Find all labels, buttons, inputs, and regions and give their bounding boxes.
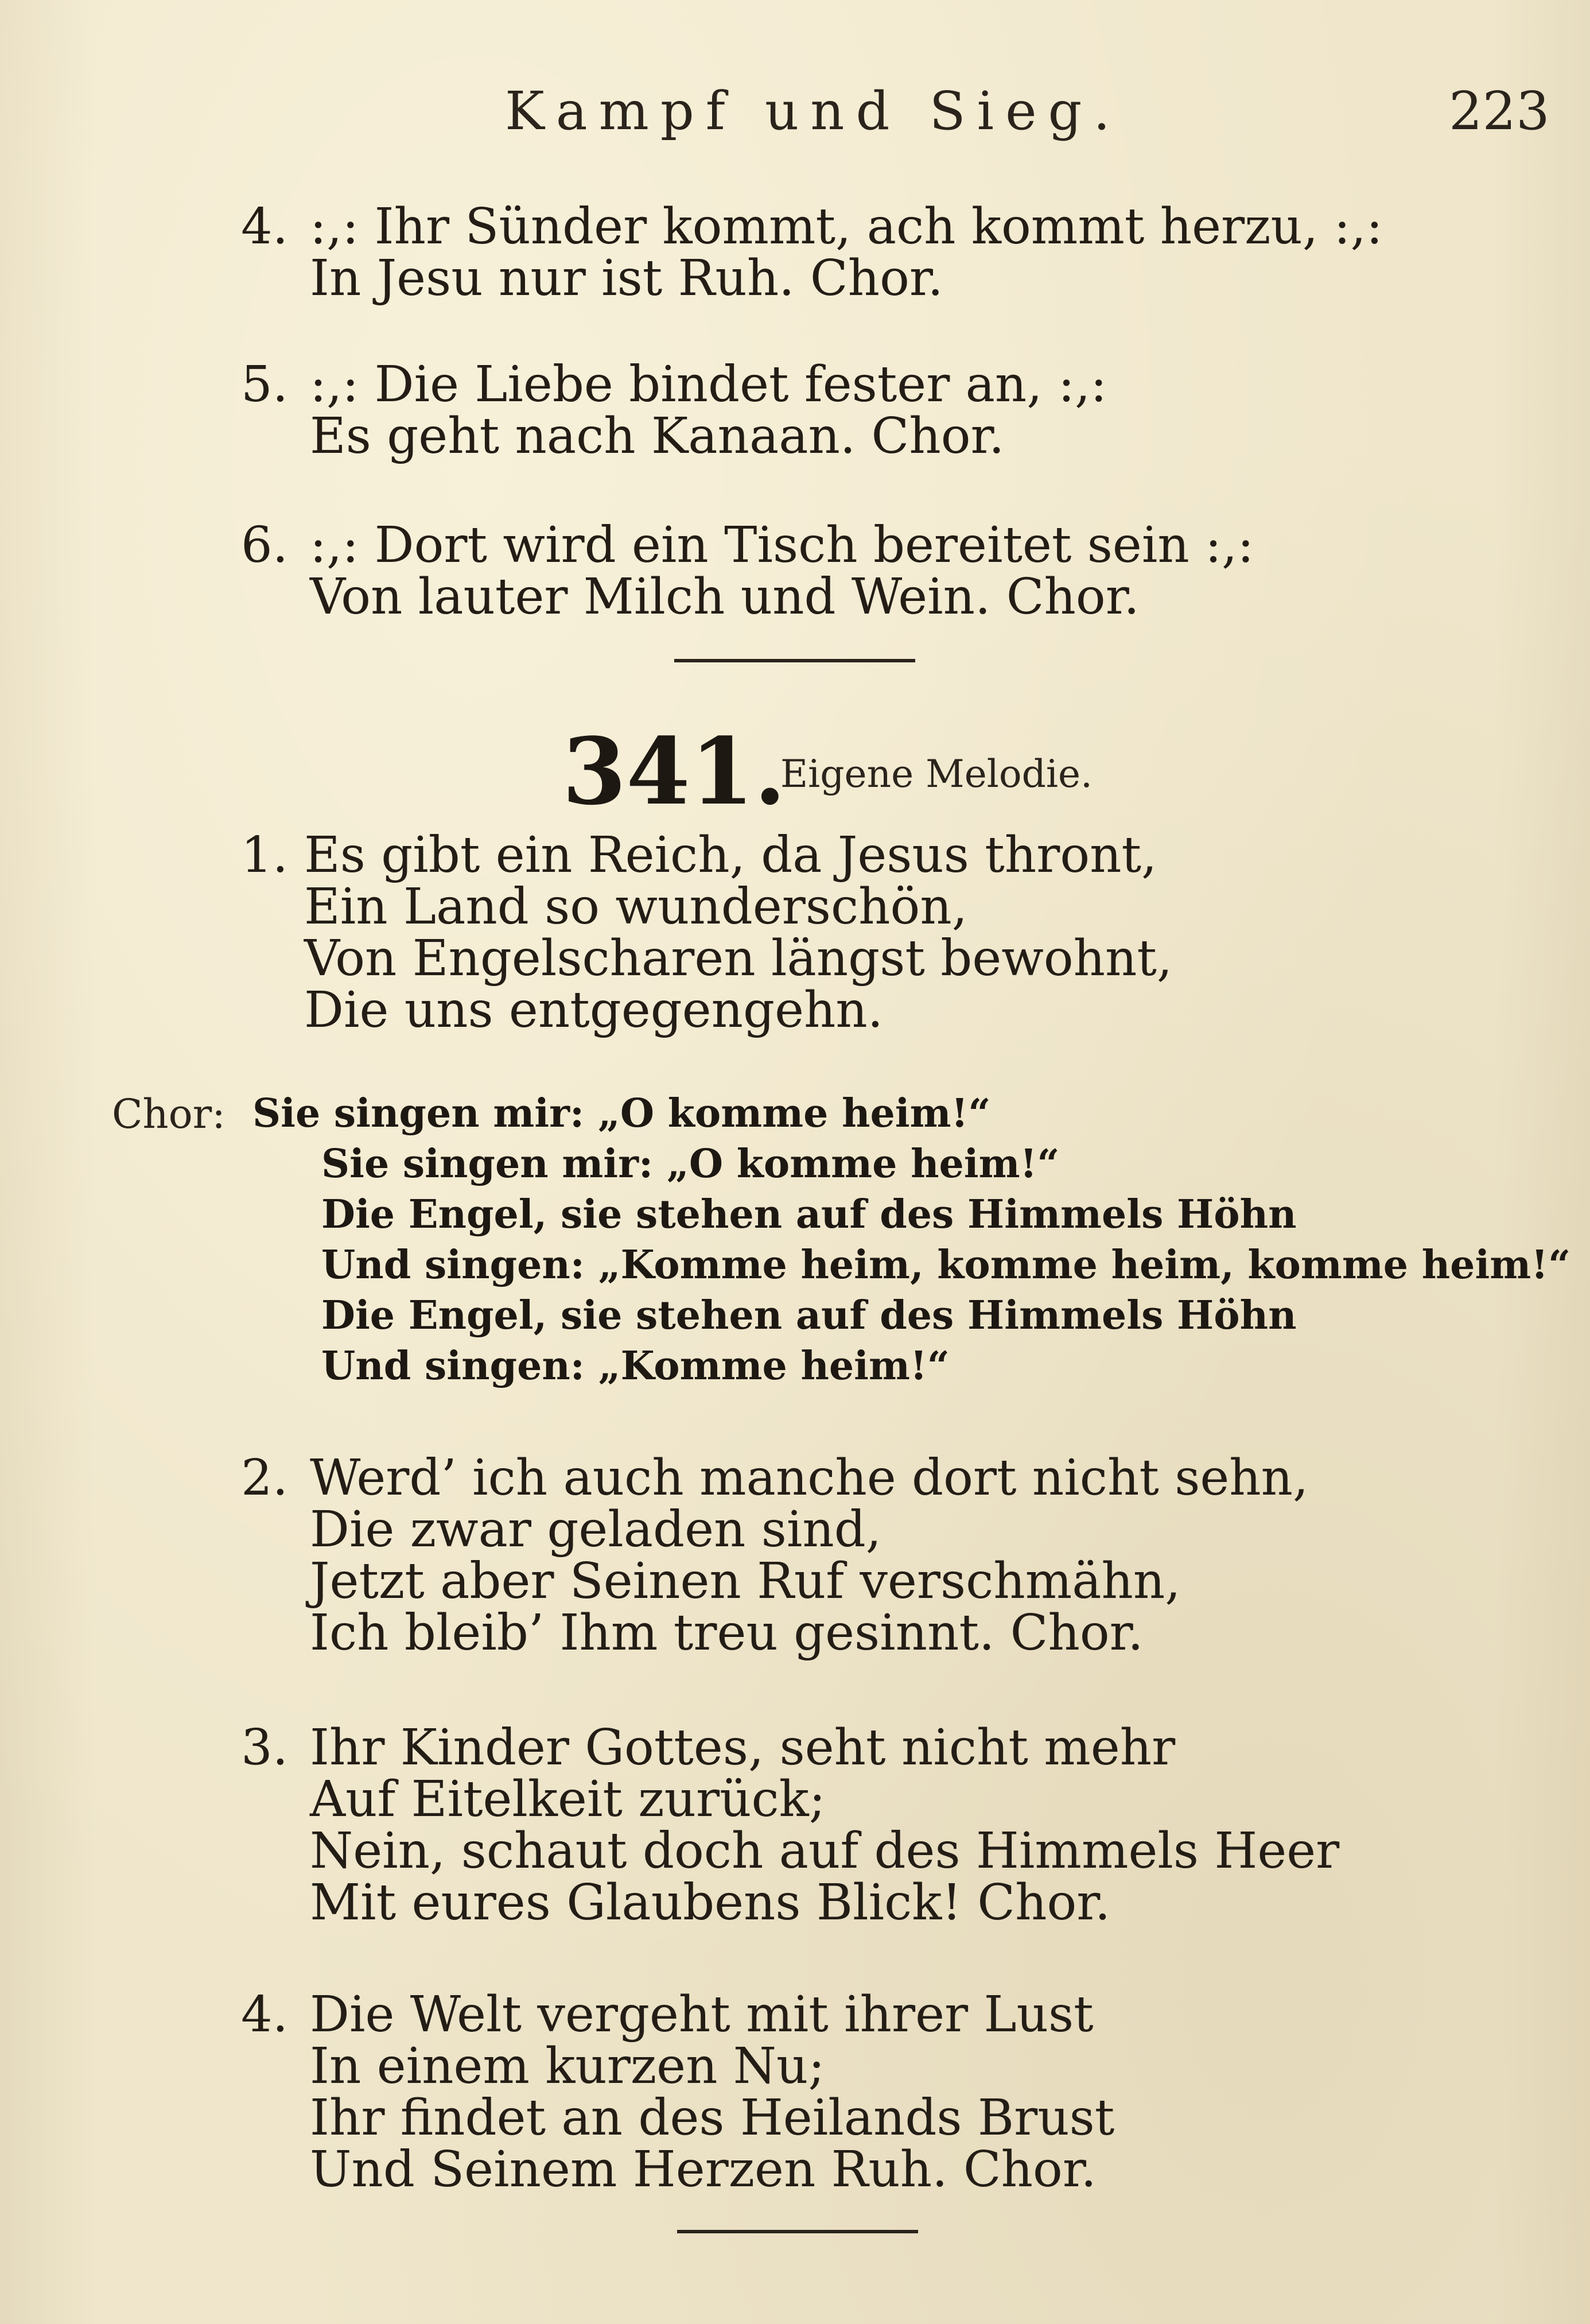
verse-line: Ein Land so wunderschön, bbox=[304, 878, 968, 936]
verse-number: 4. bbox=[241, 198, 289, 255]
chorus-line: Sie singen mir: „O komme heim!“ bbox=[252, 1091, 991, 1136]
end-divider bbox=[677, 2230, 918, 2233]
verse-line: Ich bleib’ Ihm treu gesinnt. Chor. bbox=[310, 1604, 1144, 1662]
verse-line: Es geht nach Kanaan. Chor. bbox=[310, 408, 1005, 465]
verse-line: In einem kurzen Nu; bbox=[310, 2038, 825, 2095]
chorus-line: Und singen: „Komme heim!“ bbox=[321, 1343, 950, 1389]
verse-number: 5. bbox=[241, 356, 289, 413]
verse-number: 4. bbox=[241, 1986, 289, 2043]
verse-line: Die Welt vergeht mit ihrer Lust bbox=[310, 1986, 1094, 2043]
verse-line: Von lauter Milch und Wein. Chor. bbox=[310, 568, 1140, 626]
verse-line: Ihr findet an des Heilands Brust bbox=[310, 2089, 1115, 2147]
verse-line: :,: Dort wird ein Tisch bereitet sein :,: bbox=[310, 517, 1254, 574]
verse-number: 6. bbox=[241, 517, 289, 574]
verse-number: 1. bbox=[241, 827, 289, 884]
verse-line: Die zwar geladen sind, bbox=[310, 1501, 882, 1558]
chorus-line: Sie singen mir: „O komme heim!“ bbox=[321, 1141, 1060, 1187]
verse-line: In Jesu nur ist Ruh. Chor. bbox=[310, 250, 943, 307]
verse-line: Jetzt aber Seinen Ruf verschmähn, bbox=[310, 1553, 1181, 1610]
melody-note: Eigene Melodie. bbox=[780, 752, 1093, 796]
running-header: Kampf und Sieg. bbox=[505, 80, 1122, 142]
chorus-line: Die Engel, sie stehen auf des Himmels Höhn bbox=[321, 1293, 1297, 1338]
verse-line: Nein, schaut doch auf des Himmels Heer bbox=[310, 1822, 1340, 1880]
verse-line: Auf Eitelkeit zurück; bbox=[310, 1771, 826, 1828]
verse-line: Mit eures Glaubens Blick! Chor. bbox=[310, 1874, 1111, 1931]
section-divider bbox=[674, 659, 915, 662]
verse-line: Von Engelscharen längst bewohnt, bbox=[304, 930, 1173, 987]
chorus-label: Chor: bbox=[112, 1091, 226, 1138]
verse-number: 2. bbox=[241, 1449, 289, 1507]
verse-number: 3. bbox=[241, 1719, 289, 1776]
verse-line: Ihr Kinder Gottes, seht nicht mehr bbox=[310, 1719, 1176, 1776]
verse-line: Und Seinem Herzen Ruh. Chor. bbox=[310, 2141, 1097, 2198]
page-number: 223 bbox=[1449, 80, 1550, 142]
verse-line: :,: Die Liebe bindet fester an, :,: bbox=[310, 356, 1107, 413]
chorus-line: Die Engel, sie stehen auf des Himmels Höhn bbox=[321, 1192, 1297, 1237]
verse-line: Es gibt ein Reich, da Jesus thront, bbox=[304, 827, 1157, 884]
verse-line: :,: Ihr Sünder kommt, ach kommt herzu, :,: bbox=[310, 198, 1383, 255]
hymn-number: 341. bbox=[562, 717, 786, 825]
verse-line: Werd’ ich auch manche dort nicht sehn, bbox=[310, 1449, 1309, 1507]
chorus-line: Und singen: „Komme heim, komme heim, komme heim!“ bbox=[321, 1242, 1571, 1288]
verse-line: Die uns entgegengehn. bbox=[304, 981, 884, 1039]
